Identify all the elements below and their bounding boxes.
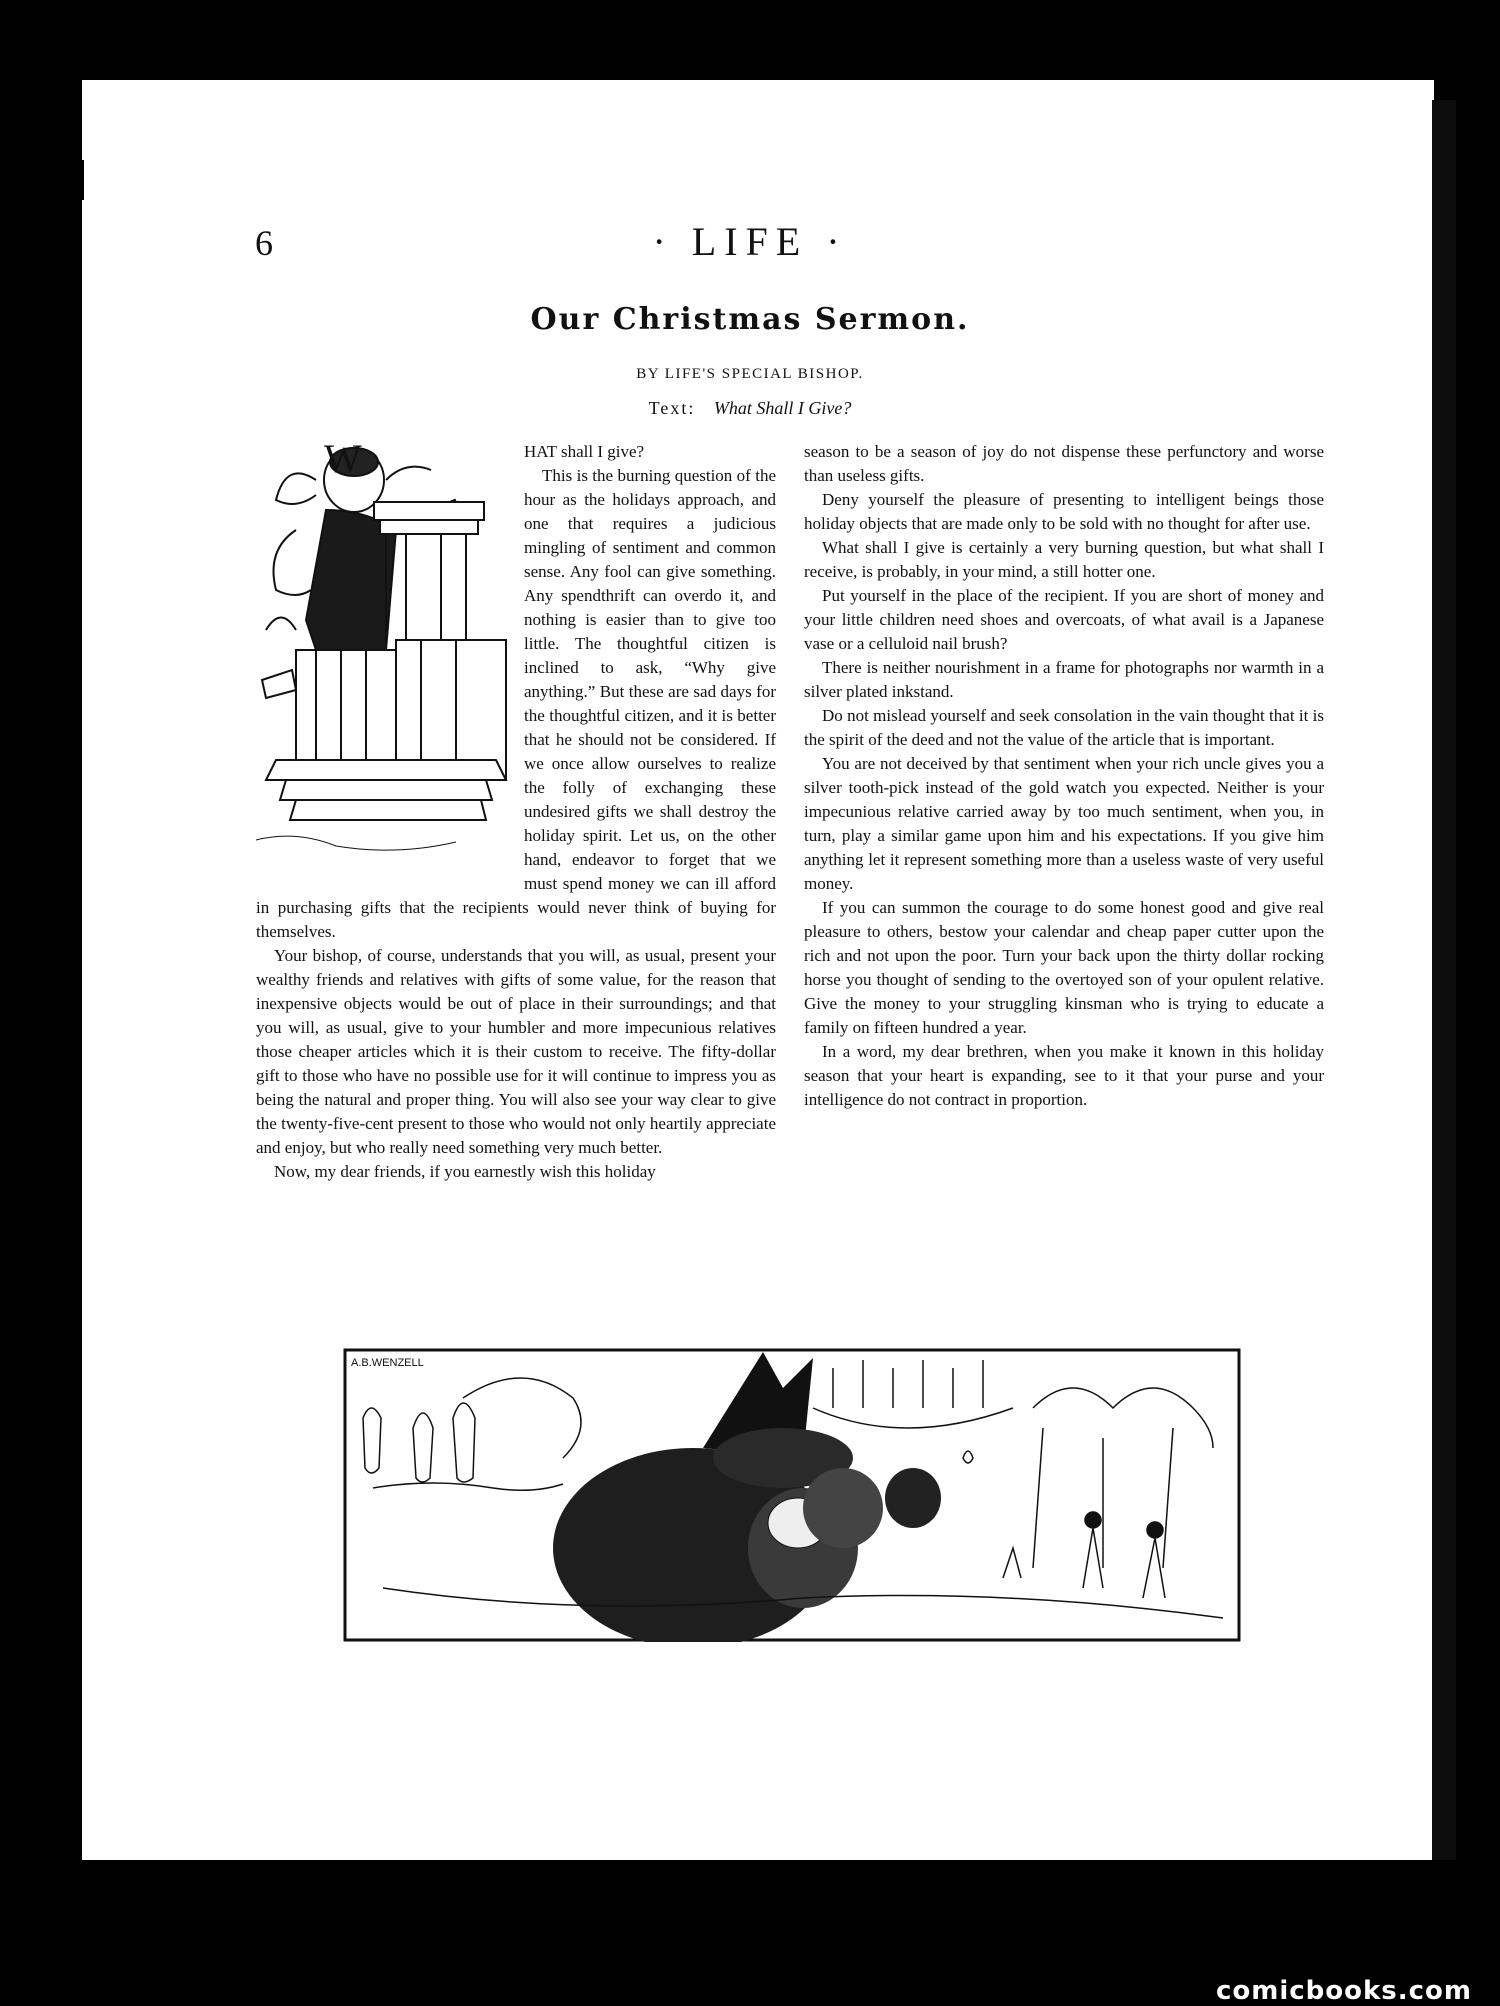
text-label: Text:	[648, 398, 696, 418]
paragraph: Now, my dear friends, if you earnestly wish this holiday	[274, 1162, 656, 1181]
page-number: 6	[255, 223, 273, 263]
drop-cap: W	[324, 436, 362, 481]
scan-mark	[80, 160, 84, 200]
paragraph: Do not mislead yourself and seek consolation in the vain thought that it is the spirit of the deed and not the value of the article that is important.	[804, 706, 1324, 749]
column-left	[256, 436, 776, 1184]
paragraph: This is the burning question of the hour as the holidays approach, and one that requires a judicious mingling of sentiment and common sense. Any fool can give something. Any spendthrift can overdo it, and nothing is easier than to give too little. The thoughtful citizen is inclined to ask, “Why give anything.” But these are sad days for the thoughtful citizen, and it is better that he should not be considered. If we once allow ourselves to realize the folly of exchanging these undesired gifts we shall destroy the holiday spirit. Let us, on the other hand, endeavor to forget that we must spend money we can ill afford in purchasing gifts that the recipients would never think of buying for themselves.	[256, 466, 776, 941]
column-right	[804, 440, 1324, 1112]
paragraph: Your bishop, of course, understands that you will, as usual, present your wealthy friends and relatives with gifts of some value, for the reason that inexpensive objects would be out of place in their surroundings; and that you will, as usual, give to your humbler and more impecunious relatives those cheaper articles which it is their custom to receive. The fifty-dollar gift to those who have no possible use for it will continue to impress you as being the natural and proper thing. You will also see your way clear to give the twenty-five-cent present to those who would not only heartily appreciate and enjoy, but who really need something very much better.	[256, 946, 776, 1157]
christmas-banner-illustration	[343, 1348, 1241, 1642]
opening-line	[256, 436, 776, 481]
sermon-text-line	[0, 398, 1500, 419]
byline: BY LIFE'S SPECIAL BISHOP.	[636, 366, 864, 382]
paragraph: In a word, my dear brethren, when you make it known in this holiday season that your heart is expanding, see to it that your purse and your intelligence do not contract in proportion.	[804, 1042, 1324, 1109]
watermark: comicbooks.com	[1215, 1976, 1472, 2006]
paragraph: What shall I give is certainly a very burning question, but what shall I receive, is probably, in your mind, a still hotter one.	[804, 538, 1324, 581]
opening-text: HAT shall I give?	[524, 442, 645, 461]
paragraph: There is neither nourishment in a frame for photographs nor warmth in a silver plated inkstand.	[804, 658, 1324, 701]
paragraph: Deny yourself the pleasure of presenting to intelligent beings those holiday objects that are made only to be sold with no thought for after use.	[804, 490, 1324, 533]
next-page-sliver	[1432, 100, 1456, 1860]
paragraph: You are not deceived by that sentiment when your rich uncle gives you a silver tooth-pick instead of the gold watch you expected. Neither is your impecunious relative carried away by too much sentiment, when you, in turn, play a similar game upon him and his expectations. If you give him anything let it represent something more than a useless waste of very useful money.	[804, 754, 1324, 893]
running-head	[0, 218, 1500, 265]
article-title: Our Christmas Sermon.	[530, 302, 970, 337]
paragraph: Put yourself in the place of the recipient. If you are short of money and your little children need shoes and overcoats, of what avail is a Japanese vase or a celluloid nail brush?	[804, 586, 1324, 653]
magazine-name: · LIFE ·	[652, 219, 848, 264]
paragraph: If you can summon the courage to do some honest good and give real pleasure to others, bestow your calendar and cheap paper cutter upon the rich and not upon the poor. Turn your back upon the thirty dollar rocking horse you thought of sending to the overtoyed son of your opulent relative. Give the money to your struggling kinsman who is trying to educate a family on fifteen hundred a year.	[804, 898, 1324, 1037]
bishop-pulpit-illustration	[256, 436, 516, 876]
paragraph: season to be a season of joy do not dispense these perfunctory and worse than useless gifts.	[804, 442, 1324, 485]
text-quote: What Shall I Give?	[713, 398, 852, 418]
artist-signature: A.B.WENZELL	[351, 1357, 424, 1369]
